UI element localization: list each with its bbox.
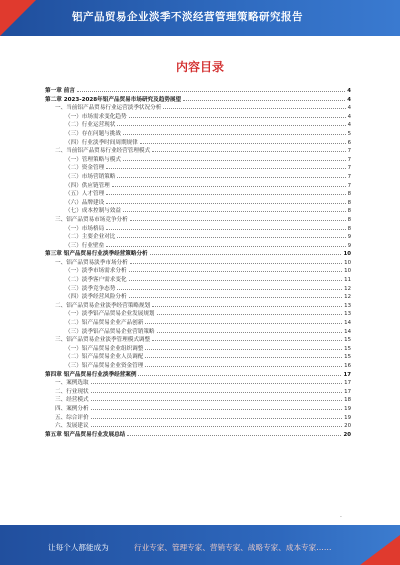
toc-entry[interactable] [45, 275, 351, 284]
toc-heading: 内容目录 [175, 60, 224, 74]
toc-dot-leader [145, 352, 342, 358]
toc-dot-leader [145, 361, 342, 367]
toc-entry[interactable] [45, 335, 351, 344]
toc-entry[interactable] [45, 155, 351, 164]
toc-entry[interactable] [45, 241, 351, 250]
toc-dot-leader [138, 370, 341, 376]
toc-entry-label: （四）淡季经营风险分析 [65, 294, 127, 301]
toc-entry[interactable] [45, 318, 351, 327]
toc-dot-leader [145, 318, 342, 324]
toc-dot-leader [91, 421, 343, 427]
toc-entry-label: 二、铝产品贸易企业淡季经营策略规划 [55, 302, 151, 309]
toc-page-number: 13 [344, 302, 351, 309]
toc-entry-label: 二、行业现状 [55, 388, 89, 395]
toc-dot-leader [163, 103, 345, 109]
toc-dot-leader [157, 327, 343, 333]
toc-dot-leader [106, 189, 345, 195]
report-title: 铝产品贸易企业淡季不淡经营管理策略研究报告 [72, 11, 303, 23]
toc-page-number: 7 [347, 173, 351, 180]
toc-entry[interactable] [45, 249, 351, 258]
toc-page-number: 9 [347, 234, 351, 241]
toc-entry[interactable] [45, 395, 351, 404]
toc-entry[interactable] [45, 189, 351, 198]
toc-entry-label: （四）供应链管理 [65, 182, 110, 189]
toc-dot-leader [129, 292, 343, 298]
toc-entry[interactable] [45, 258, 351, 267]
toc-entry[interactable] [45, 163, 351, 172]
toc-page-number: 7 [347, 165, 351, 172]
toc-page-number: 19 [344, 405, 351, 412]
footer-slogan: 让每个人都能成为 [48, 543, 109, 552]
toc-entry-label: 第二章 2023-2028年铝产品贸易市场研究及趋势展望 [45, 96, 182, 103]
toc-dot-leader [129, 266, 343, 272]
toc-page-number: 17 [344, 380, 351, 387]
toc-page-number: 9 [347, 242, 351, 249]
toc-entry-label: （二）行业运营现状 [65, 122, 116, 129]
toc-dot-leader [117, 284, 342, 290]
toc-entry-label: 第五章 铝产品贸易行业发展总结 [45, 431, 126, 438]
toc-dot-leader [91, 378, 343, 384]
toc-entry-label: （三）存在问题与挑战 [65, 130, 121, 137]
toc-entry-label: 二、当前铝产品贸易行业经营管理模式 [55, 148, 151, 155]
toc-entry-label: 一、铝产品贸易淡季市场分析 [55, 259, 128, 266]
toc-entry[interactable] [45, 232, 351, 241]
toc-entry-label: （一）淡季市场需求分析 [65, 268, 127, 275]
toc-entry[interactable] [45, 266, 351, 275]
table-of-contents [45, 86, 351, 438]
toc-dot-leader [117, 232, 345, 238]
toc-entry[interactable] [45, 103, 351, 112]
toc-dot-leader [129, 112, 346, 118]
toc-dot-leader [106, 224, 345, 230]
footer-roles: 行业专家、管理专家、营销专家、战略专家、成本专家…… [134, 543, 332, 552]
toc-dot-leader [127, 430, 341, 436]
toc-page-number: 15 [344, 337, 351, 344]
toc-entry-label: 四、案例分析 [55, 405, 89, 412]
toc-dot-leader [183, 95, 345, 101]
toc-entry-label: （三）淡季竞争态势 [65, 285, 116, 292]
toc-page-number: 10 [344, 268, 351, 275]
toc-entry[interactable] [45, 181, 351, 190]
toc-page-number: 12 [344, 285, 351, 292]
toc-entry[interactable] [45, 430, 351, 439]
toc-entry[interactable] [45, 206, 351, 215]
toc-entry-label: （三）市场营销策略 [65, 173, 116, 180]
toc-entry[interactable] [45, 327, 351, 336]
page-marker: - [340, 514, 342, 520]
toc-dot-leader [150, 249, 342, 255]
toc-page-number: 4 [347, 122, 351, 129]
toc-entry-label: 第四章 铝产品贸易行业淡季经营案例 [45, 371, 137, 378]
toc-entry[interactable] [45, 421, 351, 430]
toc-entry-label: 三、铝产品贸易企业淡季管理模式调整 [55, 337, 151, 344]
toc-entry-label: （三）铝产品贸易企业资金管理 [65, 363, 144, 369]
toc-dot-leader [123, 155, 346, 161]
toc-entry[interactable] [45, 404, 351, 413]
toc-dot-leader [145, 344, 342, 350]
toc-entry-label: 六、发展建议 [55, 423, 89, 430]
toc-entry[interactable] [45, 352, 351, 361]
toc-entry[interactable] [45, 112, 351, 121]
toc-dot-leader [157, 309, 343, 315]
toc-entry-label: （一）铝产品贸易企业组织调整 [65, 345, 144, 352]
toc-entry-label: （七）成本控制与效益 [65, 208, 121, 215]
toc-dot-leader [152, 146, 345, 152]
toc-entry[interactable] [45, 370, 351, 379]
toc-dot-leader [91, 404, 343, 410]
toc-page-number: 17 [343, 371, 351, 378]
toc-page-number: 15 [344, 354, 351, 361]
toc-page-number: 13 [344, 311, 351, 318]
toc-entry-label: （二）淡季客户需求变化 [65, 277, 127, 284]
toc-dot-leader [91, 413, 343, 419]
toc-entry[interactable] [45, 198, 351, 207]
toc-entry-label: 三、铝产品贸易市场竞争分析 [55, 216, 128, 223]
toc-entry[interactable] [45, 387, 351, 396]
toc-entry-label: 第三章 铝产品贸易行业淡季经营策略分析 [45, 251, 148, 258]
toc-page-number: 6 [347, 139, 351, 146]
toc-entry[interactable] [45, 86, 351, 95]
toc-entry-label: （五）人才管理 [65, 191, 105, 198]
toc-page-number: 8 [347, 199, 351, 206]
toc-entry[interactable] [45, 215, 351, 224]
toc-entry-label: （三）行业壁垒 [65, 242, 105, 249]
toc-entry[interactable] [45, 120, 351, 129]
toc-entry-label: 五、综合评价 [55, 414, 89, 421]
toc-page-number: 7 [347, 156, 351, 163]
toc-entry-label: 第一章 前言 [45, 88, 75, 94]
toc-entry[interactable] [45, 413, 351, 422]
toc-dot-leader [152, 301, 342, 307]
toc-entry[interactable] [45, 146, 351, 155]
toc-page-number: 15 [344, 345, 351, 352]
toc-page-number: 4 [347, 105, 351, 112]
toc-entry[interactable] [45, 292, 351, 301]
toc-page-number: 11 [344, 277, 351, 284]
toc-page-number: 19 [344, 414, 351, 421]
toc-entry-label: （一）市场需求变化趋势 [65, 113, 127, 120]
toc-page-number: 10 [343, 251, 351, 258]
toc-entry-label: （六）品牌建设 [65, 199, 105, 206]
footer-red-corner [360, 535, 400, 565]
toc-entry[interactable] [45, 284, 351, 293]
toc-entry[interactable] [45, 301, 351, 310]
toc-dot-leader [140, 138, 346, 144]
toc-page-number: 8 [347, 216, 351, 223]
toc-dot-leader [123, 206, 346, 212]
toc-dot-leader [106, 198, 345, 204]
toc-entry-label: （一）市场格局 [65, 225, 105, 232]
toc-entry[interactable] [45, 95, 351, 104]
toc-entry-label: 一、当前铝产品贸易行业运营淡季状况分析 [55, 105, 162, 112]
toc-dot-leader [130, 215, 346, 221]
toc-entry[interactable] [45, 361, 351, 370]
toc-entry[interactable] [45, 172, 351, 181]
toc-entry[interactable] [45, 378, 351, 387]
toc-entry-label: （二）铝产品贸易企业产品创新 [65, 320, 144, 327]
toc-entry[interactable] [45, 138, 351, 147]
toc-dot-leader [106, 163, 345, 169]
toc-entry[interactable] [45, 224, 351, 233]
toc-entry[interactable] [45, 344, 351, 353]
toc-page-number: 5 [347, 130, 351, 137]
toc-page-number: 20 [344, 423, 351, 430]
toc-dot-leader [129, 275, 343, 281]
toc-page-number: 7 [347, 182, 351, 189]
toc-dot-leader [106, 241, 345, 247]
toc-entry[interactable] [45, 129, 351, 138]
toc-dot-leader [152, 335, 342, 341]
toc-dot-leader [91, 395, 343, 401]
toc-page-number: 8 [347, 225, 351, 232]
toc-entry-label: （三）淡季铝产品贸易企业营销策略 [65, 328, 155, 335]
toc-page-number: 4 [347, 96, 351, 103]
toc-page-number: 17 [344, 388, 351, 395]
toc-entry-label: （一）管理策略与模式 [65, 156, 121, 163]
toc-dot-leader [130, 258, 342, 264]
toc-entry-label: （四）行业淡季时间周期规律 [65, 139, 138, 146]
header-red-corner [0, 0, 36, 36]
toc-dot-leader [112, 181, 346, 187]
toc-page-number: 10 [344, 259, 351, 266]
toc-page-number: 4 [347, 88, 351, 94]
toc-page-number: 7 [347, 148, 351, 155]
toc-dot-leader [117, 120, 345, 126]
toc-page-number: 4 [347, 113, 351, 120]
toc-page-number: 16 [344, 363, 351, 369]
toc-dot-leader [117, 172, 345, 178]
toc-page-number: 20 [343, 431, 351, 438]
toc-entry-label: （一）淡季铝产品贸易企业发展规划 [65, 311, 155, 318]
toc-entry-label: 三、经营模式 [55, 397, 89, 404]
toc-page-number: 8 [347, 208, 351, 215]
toc-dot-leader [91, 387, 343, 393]
toc-page-number: 12 [344, 294, 351, 301]
toc-entry[interactable] [45, 309, 351, 318]
toc-entry-label: （二）资金管理 [65, 165, 105, 172]
toc-page-number: 8 [347, 191, 351, 198]
toc-entry-label: 一、案例选取 [55, 380, 89, 387]
toc-entry-label: （二）铝产品贸易企业人员调配 [65, 354, 144, 361]
toc-page-number: 14 [344, 320, 351, 327]
toc-page-number: 18 [344, 397, 351, 404]
toc-dot-leader [123, 129, 346, 135]
toc-entry-label: （二）主要企业对比 [65, 234, 116, 241]
toc-dot-leader [77, 86, 345, 92]
toc-page-number: 14 [344, 328, 351, 335]
